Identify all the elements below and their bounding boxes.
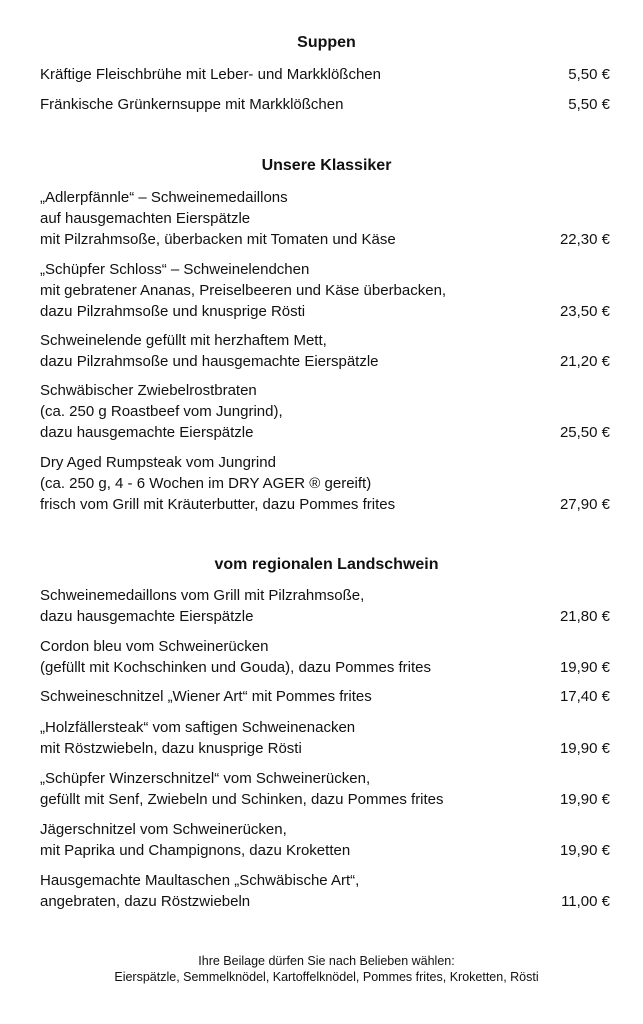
menu-item-price: 25,50 € [559, 424, 610, 441]
side-dish-note [0, 953, 643, 985]
menu-item-description-line: Fränkische Grünkernsuppe mit Markklößchen [40, 96, 344, 113]
menu-item-price: 19,90 € [559, 659, 610, 676]
section-title-suppen: Suppen [297, 34, 356, 51]
menu-item-description-line: Kräftige Fleischbrühe mit Leber- und Markklößchen [40, 66, 381, 83]
menu-item-description [40, 64, 540, 85]
menu-item-description [40, 768, 540, 810]
menu-item-price: 21,20 € [559, 353, 610, 370]
menu-item-description-line: dazu hausgemachte Eierspätzle [40, 608, 254, 625]
menu-item-price: 21,80 € [559, 608, 610, 625]
menu-item-description-line: mit Röstzwiebeln, dazu knusprige Rösti [40, 740, 302, 757]
section-title-vom-regionalen-landschwein: vom regionalen Landschwein [214, 556, 439, 573]
menu-item [40, 819, 610, 861]
menu-item-description-line: mit Paprika und Champignons, dazu Kroketten [40, 842, 351, 859]
menu-item-description-line: auf hausgemachten Eierspätzle [40, 210, 251, 227]
menu-item-description-line: frisch vom Grill mit Kräuterbutter, dazu Pommes frites [40, 496, 396, 513]
menu-item-price: 17,40 € [559, 688, 610, 705]
menu-item-description-line: dazu Pilzrahmsoße und hausgemachte Eierspätzle [40, 353, 379, 370]
menu-item-description-line: „Schüpfer Schloss“ – Schweinelendchen [40, 261, 310, 278]
menu-item-description-line: (gefüllt mit Kochschinken und Gouda), dazu Pommes frites [40, 659, 432, 676]
side-dish-note-intro: Ihre Beilage dürfen Sie nach Belieben wählen: [198, 954, 455, 968]
menu-item [40, 686, 610, 707]
menu-item-price: 19,90 € [559, 740, 610, 757]
menu-item-description-line: Jägerschnitzel vom Schweinerücken, [40, 821, 287, 838]
menu-item-description-line: Schweinelende gefüllt mit herzhaftem Mett, [40, 332, 327, 349]
menu-item-description [40, 380, 540, 443]
menu-item-description [40, 187, 540, 250]
menu-item-description-line: „Holzfällersteak“ vom saftigen Schweinenacken [40, 719, 356, 736]
menu-item [40, 64, 610, 85]
menu-item-description-line: gefüllt mit Senf, Zwiebeln und Schinken, dazu Pommes frites [40, 791, 444, 808]
menu-item [40, 259, 610, 322]
menu-item-description-line: angebraten, dazu Röstzwiebeln [40, 893, 251, 910]
menu-item-price: 19,90 € [559, 791, 610, 808]
menu-item-description [40, 452, 540, 515]
menu-item-description [40, 330, 540, 372]
menu-item [40, 636, 610, 678]
menu-item-price: 22,30 € [559, 231, 610, 248]
menu-item-description-line: „Schüpfer Winzerschnitzel“ vom Schweinerücken, [40, 770, 371, 787]
menu-item-description-line: Dry Aged Rumpsteak vom Jungrind [40, 454, 276, 471]
menu-item-price: 19,90 € [559, 842, 610, 859]
side-dish-note-options: Eierspätzle, Semmelknödel, Kartoffelknödel, Pommes frites, Kroketten, Rösti [114, 970, 539, 984]
menu-item-description-line: Schweineschnitzel „Wiener Art“ mit Pommes frites [40, 688, 372, 705]
menu-item-description-line: mit Pilzrahmsoße, überbacken mit Tomaten und Käse [40, 231, 396, 248]
section-title-unsere-klassiker: Unsere Klassiker [261, 157, 392, 174]
menu-item-description [40, 259, 540, 322]
menu-item-description-line: dazu Pilzrahmsoße und knusprige Rösti [40, 303, 306, 320]
menu-item-description-line: (ca. 250 g, 4 - 6 Wochen im DRY AGER ® gereift) [40, 475, 372, 492]
menu-item-description [40, 636, 540, 678]
menu-item-description [40, 94, 540, 115]
menu-item [40, 380, 610, 443]
menu-item-description [40, 717, 540, 759]
menu-item-description [40, 819, 540, 861]
menu-item-description-line: Cordon bleu vom Schweinerücken [40, 638, 269, 655]
menu-item-description-line: Hausgemachte Maultaschen „Schwäbische Art“, [40, 872, 360, 889]
menu-item-description-line: (ca. 250 g Roastbeef vom Jungrind), [40, 403, 283, 420]
menu-item [40, 187, 610, 250]
menu-item-price: 11,00 € [561, 893, 610, 910]
menu-item [40, 768, 610, 810]
menu-item-description-line: Schwäbischer Zwiebelrostbraten [40, 382, 257, 399]
menu-item-description [40, 585, 540, 627]
menu-item [40, 870, 610, 912]
menu-item-price: 5,50 € [568, 66, 610, 83]
menu-item-description-line: mit gebratener Ananas, Preiselbeeren und Käse überbacken, [40, 282, 447, 299]
menu-item-description [40, 870, 540, 912]
menu-item-price: 23,50 € [559, 303, 610, 320]
menu-item-price: 27,90 € [559, 496, 610, 513]
menu-item [40, 717, 610, 759]
menu-item-price: 5,50 € [568, 96, 610, 113]
menu-item-description [40, 686, 540, 707]
menu-item [40, 585, 610, 627]
menu-item [40, 94, 610, 115]
menu-item-description-line: Schweinemedaillons vom Grill mit Pilzrahmsoße, [40, 587, 365, 604]
menu-item-description-line: dazu hausgemachte Eierspätzle [40, 424, 254, 441]
menu-item-description-line: „Adlerpfännle“ – Schweinemedaillons [40, 189, 288, 206]
menu-item [40, 330, 610, 372]
menu-item [40, 452, 610, 515]
